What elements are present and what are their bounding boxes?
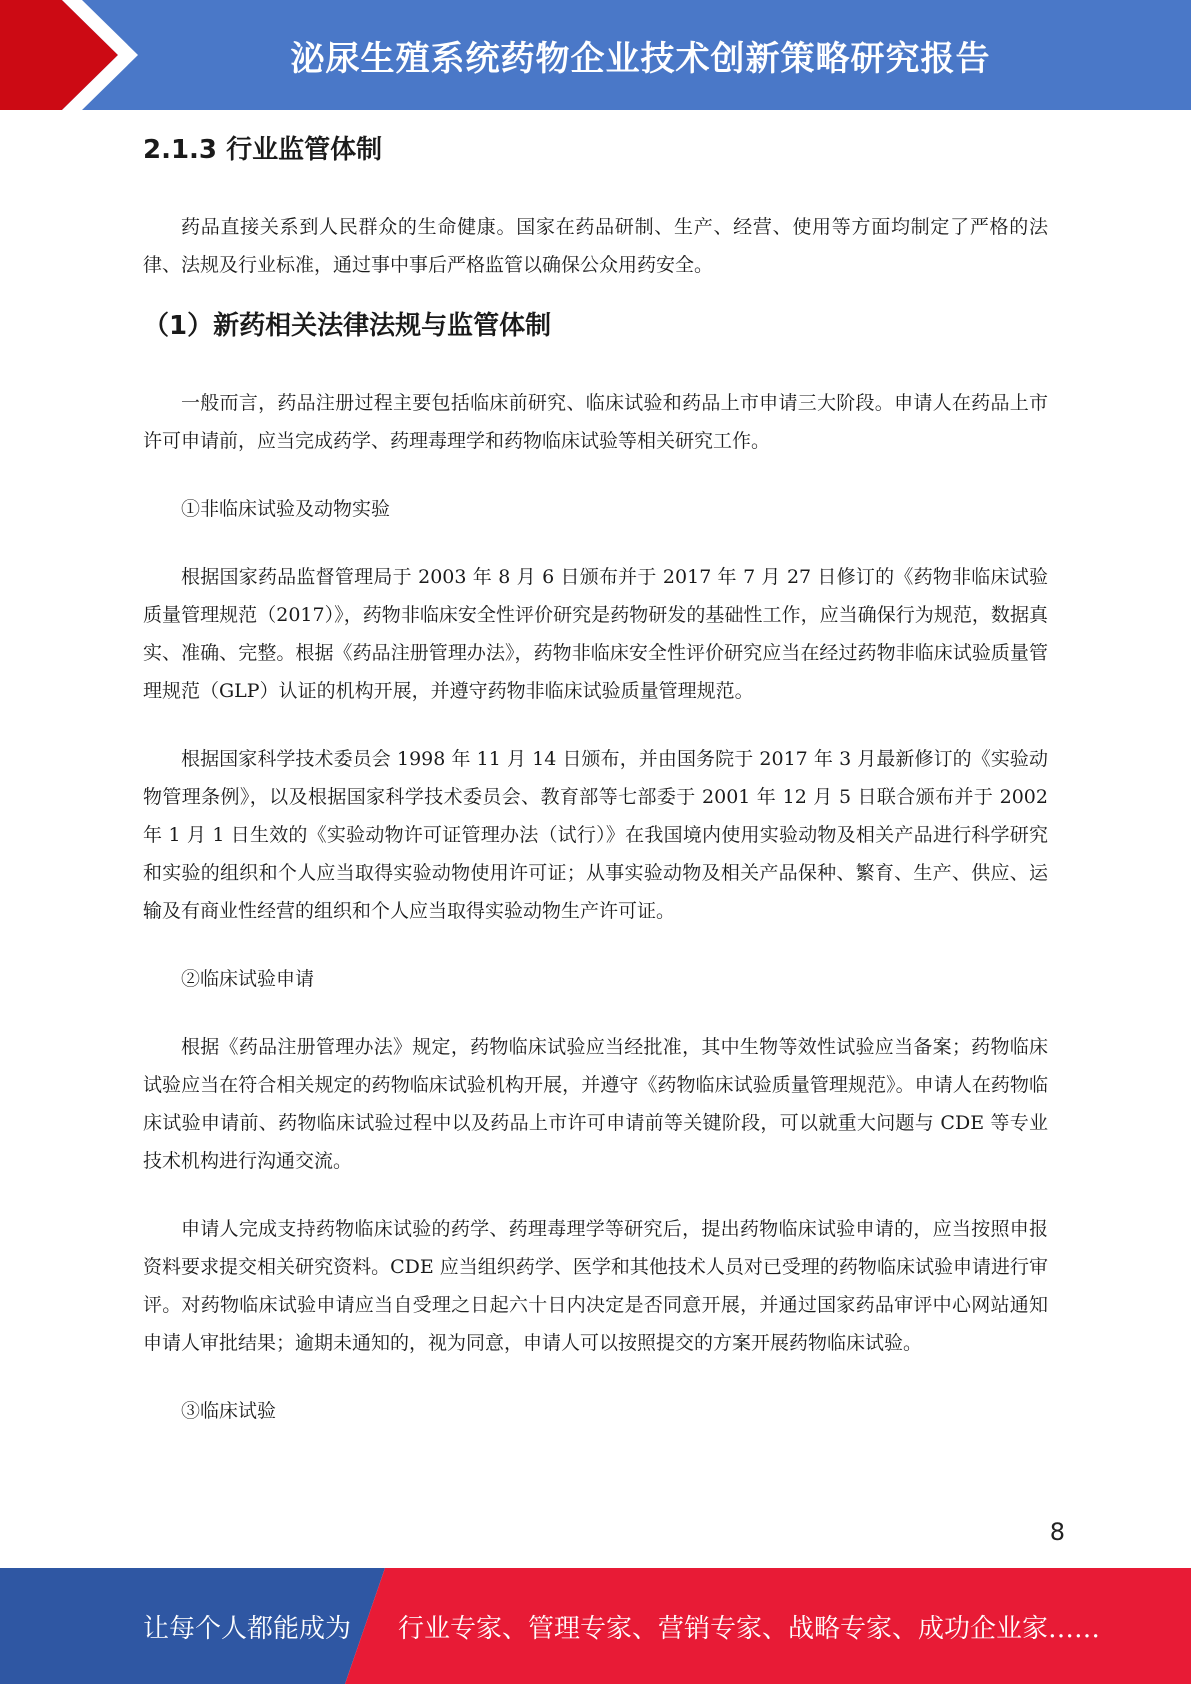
page-footer (0, 1568, 1191, 1684)
subsection-heading: （1）新药相关法律法规与监管体制 (143, 311, 552, 341)
intro-paragraph: 药品直接关系到人民群众的生命健康。国家在药品研制、生产、经营、使用等方面均制定了严格的法律、法规及行业标准，通过事中事后严格监管以确保公众用药安全。 (143, 216, 1048, 276)
page-number: 8 (1049, 1518, 1065, 1546)
section-heading: 2.1.3 行业监管体制 (143, 135, 383, 165)
report-title: 泌尿生殖系统药物企业技术创新策略研究报告 (290, 38, 991, 79)
page-header (0, 0, 1191, 110)
footer-slogan-right: 行业专家、管理专家、营销专家、战略专家、成功企业家…… (398, 1613, 1101, 1644)
paragraph-registration-stages: 一般而言，药品注册过程主要包括临床前研究、临床试验和药品上市申请三大阶段。申请人在药品上市许可申请前，应当完成药学、药理毒理学和药物临床试验等相关研究工作。 (143, 392, 1048, 452)
list-item-nonclinical: ①非临床试验及动物实验 (181, 498, 391, 520)
main-content (143, 128, 1048, 1430)
paragraph-clinical-approval: 根据《药品注册管理办法》规定，药物临床试验应当经批准，其中生物等效性试验应当备案；药物临床试验应当在符合相关规定的药物临床试验机构开展，并遵守《药物临床试验质量管理规范》。申请人在药物临床试验申请前、药物临床试验过程中以及药品上市许可申请前等关键阶段，可以就重大问题与 CDE 等专业技术机构进行沟通交流。 (143, 1036, 1048, 1172)
paragraph-glp: 根据国家药品监督管理局于 2003 年 8 月 6 日颁布并于 2017 年 7 月 27 日修订的《药物非临床试验质量管理规范（2017）》，药物非临床安全性评价研究是药物研发的基础性工作，应当确保行为规范，数据真实、准确、完整。根据《药品注册管理办法》，药物非临床安全性评价研究应当在经过药物非临床试验质量管理规范（GLP）认证的机构开展，并遵守药物非临床试验质量管理规范。 (143, 566, 1048, 702)
footer-slogan-left: 让每个人都能成为 (143, 1613, 352, 1644)
list-item-clinical-application: ②临床试验申请 (181, 968, 315, 990)
header-arrow-decoration (0, 0, 150, 110)
list-item-clinical-trial: ③临床试验 (181, 1400, 277, 1422)
paragraph-animal-regulations: 根据国家科学技术委员会 1998 年 11 月 14 日颁布，并由国务院于 2017 年 3 月最新修订的《实验动物管理条例》，以及根据国家科学技术委员会、教育部等七部委于 2001 年 12 月 5 日联合颁布并于 2002 年 1 月 1 日生效的《实验动物许可证管理办法（试行）》在我国境内使用实验动物及相关产品进行科学研究和实验的组织和个人应当取得实验动物使用许可证；从事实验动物及相关产品保种、繁育、生产、供应、运输及有商业性经营的组织和个人应当取得实验动物生产许可证。 (143, 748, 1048, 922)
paragraph-cde-review: 申请人完成支持药物临床试验的药学、药理毒理学等研究后，提出药物临床试验申请的，应当按照申报资料要求提交相关研究资料。CDE 应当组织药学、医学和其他技术人员对已受理的药物临床试验申请进行审评。对药物临床试验申请应当自受理之日起六十日内决定是否同意开展，并通过国家药品审评中心网站通知申请人审批结果；逾期未通知的，视为同意，申请人可以按照提交的方案开展药物临床试验。 (143, 1218, 1048, 1354)
